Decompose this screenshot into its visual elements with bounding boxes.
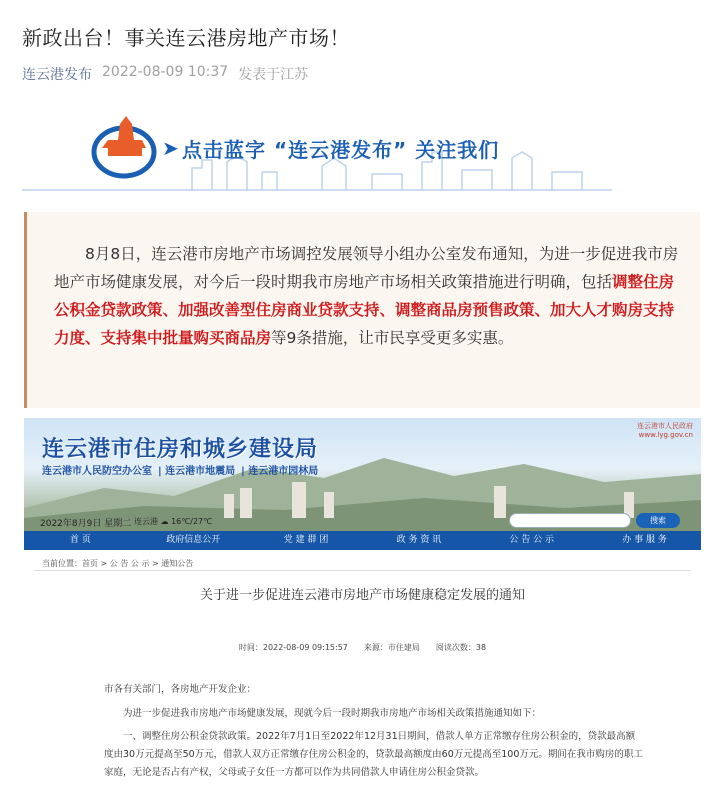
gov-date: 2022年8月9日 星期二 — [40, 519, 132, 529]
follow-cta[interactable]: 点击蓝字 “连云港发布” 关注我们 — [182, 138, 500, 162]
notice-meta — [24, 642, 701, 653]
nav-info-disclosure[interactable]: 政府信息公开 — [166, 535, 221, 545]
account-link[interactable]: 连云港发布 — [22, 67, 92, 83]
sub-link[interactable]: 连云港市人民防空办公室 — [42, 466, 152, 477]
notice-salutation: 市各有关部门，各房地产开发企业： — [104, 684, 257, 695]
gov-search-button[interactable]: 搜索 — [636, 513, 680, 528]
article-title: 新政出台！事关连云港房地产市场！ — [22, 26, 350, 50]
notice-source: 来源：市住建局 — [363, 643, 420, 652]
notice-item-1: 一、调整住房公积金贷款政策。2022年7月1日至2022年12月31日期间，借款人单方正常缴存住房公积金的，贷款最高额度由30万元提高至50万元，借款人双方正常缴存住房公积金的，贷款最高额度由60万元提高至100万元。期间在我市购房的职工家庭，无论是否占有产权，父母或子女任一方都可以作为共同借款人申请住房公积金贷款。 — [104, 731, 643, 778]
intro-quote-box — [24, 212, 700, 408]
notice-body — [104, 680, 644, 786]
follow-banner[interactable] — [22, 102, 612, 197]
sub-link[interactable]: | 连云港市地震局 — [158, 466, 236, 477]
gov-logo: 连云港市人民政府 www.lyg.gov.cn — [637, 422, 693, 439]
notice-views: 阅读次数：38 — [435, 643, 487, 652]
intro-highlight: 调整住房公积金贷款政策、加强改善型住房商业贷款支持、调整商品房预售政策、加大人才购房支持力度、支持集中批量购买商品房 — [54, 273, 675, 347]
publish-location: 发表于江苏 — [238, 67, 309, 83]
nav-services[interactable]: 办 事 服 务 — [622, 535, 667, 545]
intro-paragraph — [54, 240, 684, 352]
gov-site-name: 连云港市住房和城乡建设局 — [42, 437, 319, 462]
notice-intro: 为进一步促进我市房地产市场健康发展，现就今后一段时期我市房地产市场相关政策措施通知如下： — [123, 708, 542, 719]
gov-site-screenshot — [24, 418, 701, 794]
notice-time: 时间：2022-08-09 09:15:57 — [238, 643, 348, 652]
notice-title: 关于进一步促进连云港市房地产市场健康稳定发展的通知 — [199, 588, 525, 603]
nav-announcements[interactable]: 公 告 公 示 — [509, 535, 555, 545]
gov-sub-links — [42, 462, 318, 477]
nav-gov-news[interactable]: 政 务 资 讯 — [396, 535, 442, 545]
logo-icon — [94, 116, 154, 176]
divider — [34, 570, 691, 571]
gov-nav-bar — [24, 531, 701, 550]
intro-text-part2: 等9条措施，让市民享受更多实惠。 — [271, 329, 514, 347]
intro-text-part1: 8月8日，连云港市房地产市场调控发展领导小组办公室发布通知，为进一步促进我市房地产市场健康发展，对今后一段时期我市房地产市场相关政策措施进行明确，包括 — [54, 245, 679, 291]
breadcrumb: 当前位置：首页 > 公 告 公 示 > 通知公告 — [42, 559, 194, 568]
gov-site-header — [24, 418, 701, 531]
article-meta — [22, 64, 308, 84]
nav-party-groups[interactable]: 党 建 群 团 — [283, 535, 329, 545]
gov-search-input[interactable] — [509, 513, 631, 528]
publish-date: 2022-08-09 10:37 — [102, 64, 229, 80]
sub-link[interactable]: | 连云港市园林局 — [241, 466, 319, 477]
arrow-icon: ➤ — [162, 136, 179, 160]
gov-weather: 连云港 ☁ 16℃/27℃ — [134, 517, 213, 526]
nav-home[interactable]: 首 页 — [69, 535, 91, 545]
